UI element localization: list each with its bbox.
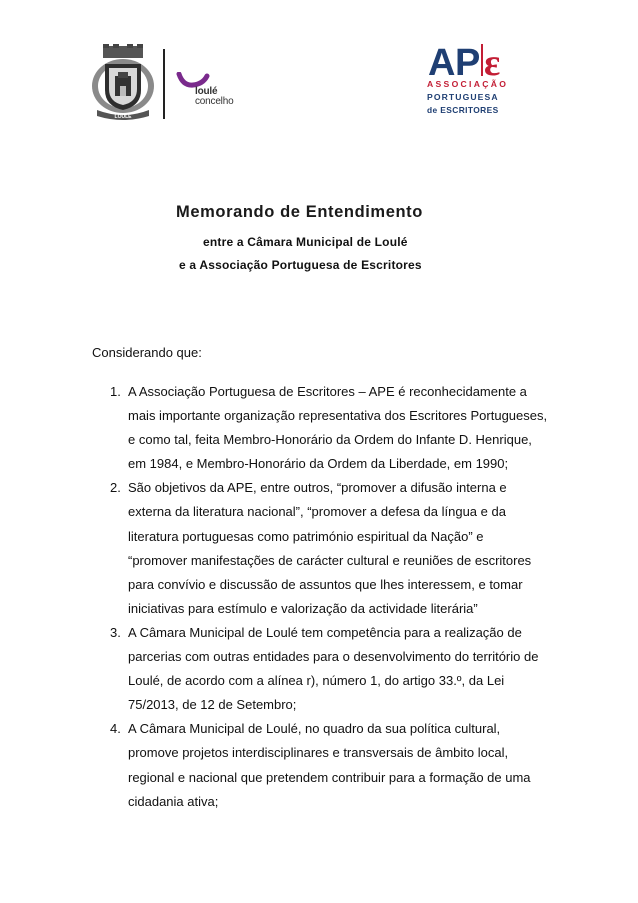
svg-text:P: P <box>455 42 481 80</box>
considerations-list <box>110 380 570 814</box>
list-item <box>110 621 570 717</box>
list-line: parcerias com outras entidades para o desenvolvimento do território de <box>128 649 539 665</box>
ape-letters-mark <box>427 40 507 80</box>
list-line: cidadania ativa; <box>128 793 219 809</box>
list-line: mais importante organização representativa dos Escritores Portugueses, <box>128 408 548 424</box>
ape-logo-line1: ASSOCIAÇÃO <box>427 79 509 89</box>
list-line: em 1984, e Membro-Honorário da Ordem da Liberdade, em 1990; <box>128 456 509 472</box>
list-number: 2. <box>110 480 121 496</box>
document-subtitle-1: entre a Câmara Municipal de Loulé <box>203 235 408 249</box>
ape-logo-line3: de ESCRITORES <box>427 105 499 115</box>
ape-logo-line2: PORTUGUESA <box>427 92 499 102</box>
intro-text: Considerando que: <box>92 345 202 360</box>
list-line: externa da literatura nacional”, “promover a defesa da língua e da <box>128 504 506 520</box>
list-line: A Câmara Municipal de Loulé tem competência para a realização de <box>128 624 522 640</box>
list-item <box>110 717 570 813</box>
list-line: para convívio e discussão de assuntos que lhes interessem, e tomar <box>128 576 523 592</box>
loule-logo-line1: loulé <box>195 86 218 97</box>
list-line: 75/2013, de 12 de Setembro; <box>128 697 297 713</box>
svg-text:ε: ε <box>484 42 501 80</box>
list-line: A Associação Portuguesa de Escritores – APE é reconhecidamente a <box>128 384 527 399</box>
loule-coat-of-arms-logo <box>89 44 157 124</box>
list-line: “promover manifestações de carácter cultural e reuniões de escritores <box>128 552 532 568</box>
document-title: Memorando de Entendimento <box>176 203 423 221</box>
list-item <box>110 380 570 476</box>
list-line: regional e nacional que pretendem contribuir para a formação de uma <box>128 769 531 785</box>
list-line: promove projetos interdisciplinares e transversais de âmbito local, <box>128 745 509 761</box>
ape-logo <box>427 40 507 125</box>
list-number: 1. <box>110 384 121 399</box>
list-line: iniciativas para estímulo e valorização da actividade literária” <box>128 600 478 616</box>
list-number: 3. <box>110 624 121 640</box>
list-line: literatura portuguesas como património espiritual da Nação” e <box>128 528 484 544</box>
list-line: A Câmara Municipal de Loulé, no quadro da sua política cultural, <box>128 721 501 737</box>
list-line: Loulé, de acordo com a alínea r), número 1, do artigo 33.º, da Lei <box>128 673 505 689</box>
list-number: 4. <box>110 721 121 737</box>
loule-logo-line2: concelho <box>195 96 234 107</box>
coat-label: LOULÉ <box>114 114 132 120</box>
document-subtitle-2: e a Associação Portuguesa de Escritores <box>179 258 422 272</box>
list-line: e como tal, feita Membro-Honorário da Ordem do Infante D. Henrique, <box>128 432 532 448</box>
loule-concelho-logo <box>175 72 245 112</box>
list-line: São objetivos da APE, entre outros, “promover a difusão interna e <box>128 480 507 496</box>
svg-text:A: A <box>428 42 456 80</box>
list-item <box>110 476 570 621</box>
header-divider <box>163 49 165 119</box>
